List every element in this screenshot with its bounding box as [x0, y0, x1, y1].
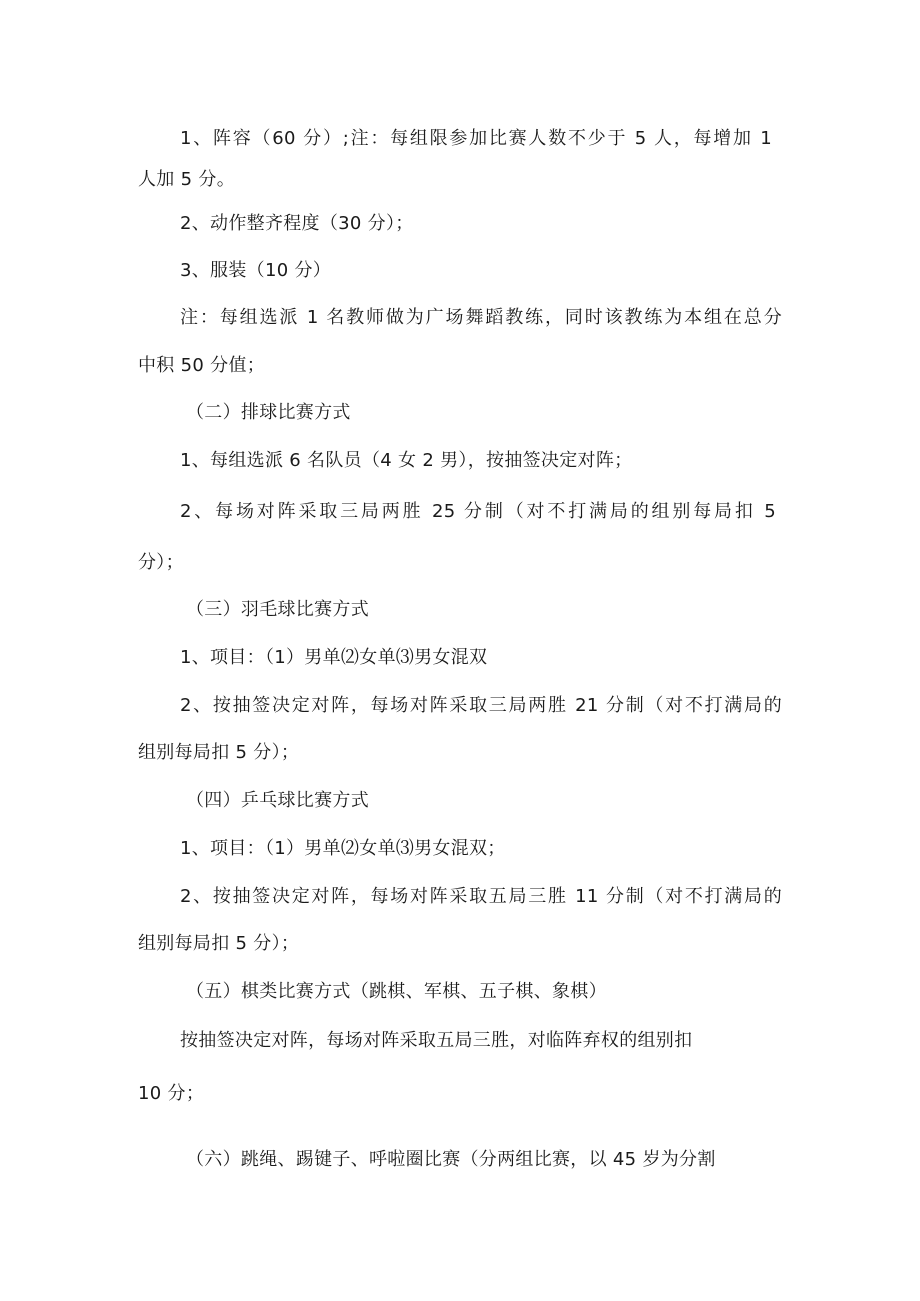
text-line-4: 3、服装（10 分） [180, 260, 332, 281]
text-line-16: 1、项目：（1）男单⑵女单⑶男女混双； [180, 838, 506, 859]
text-line-9: 2、每场对阵采取三局两胜 25 分制（对不打满局的组别每局扣 5 [180, 501, 776, 522]
text-line-18: 组别每局扣 5 分）； [138, 933, 300, 954]
text-line-2: 人加 5 分。 [138, 169, 235, 190]
text-line-6: 中积 50 分值； [138, 355, 266, 376]
text-line-5: 注：每组选派 1 名教师做为广场舞蹈教练，同时该教练为本组在总分 [180, 307, 782, 328]
section-heading-chess: （五）棋类比赛方式（跳棋、军棋、五子棋、象棋） [186, 981, 607, 1002]
text-line-20: 按抽签决定对阵，每场对阵采取五局三胜，对临阵弃权的组别扣 [180, 1030, 693, 1051]
text-line-17: 2、按抽签决定对阵，每场对阵采取五局三胜 11 分制（对不打满局的 [180, 886, 782, 907]
text-line-21: 10 分； [138, 1083, 205, 1104]
text-line-10: 分）； [138, 552, 184, 573]
text-line-1: 1、阵容（60 分）;注：每组限参加比赛人数不少于 5 人，每增加 1 [180, 128, 772, 149]
section-heading-rope-skipping: （六）跳绳、踢键子、呼啦圈比赛（分两组比赛，以 45 岁为分割 [186, 1149, 716, 1170]
text-line-14: 组别每局扣 5 分）； [138, 742, 300, 763]
text-line-12: 1、项目：（1）男单⑵女单⑶男女混双 [180, 647, 488, 668]
section-heading-volleyball: （二）排球比赛方式 [186, 402, 351, 423]
section-heading-table-tennis: （四）乒乓球比赛方式 [186, 790, 369, 811]
section-heading-badminton: （三）羽毛球比赛方式 [186, 599, 369, 620]
text-line-13: 2、按抽签决定对阵，每场对阵采取三局两胜 21 分制（对不打满局的 [180, 695, 782, 716]
text-line-8: 1、每组选派 6 名队员（4 女 2 男），按抽签决定对阵； [180, 450, 633, 471]
text-line-3: 2、动作整齐程度（30 分）； [180, 213, 414, 234]
